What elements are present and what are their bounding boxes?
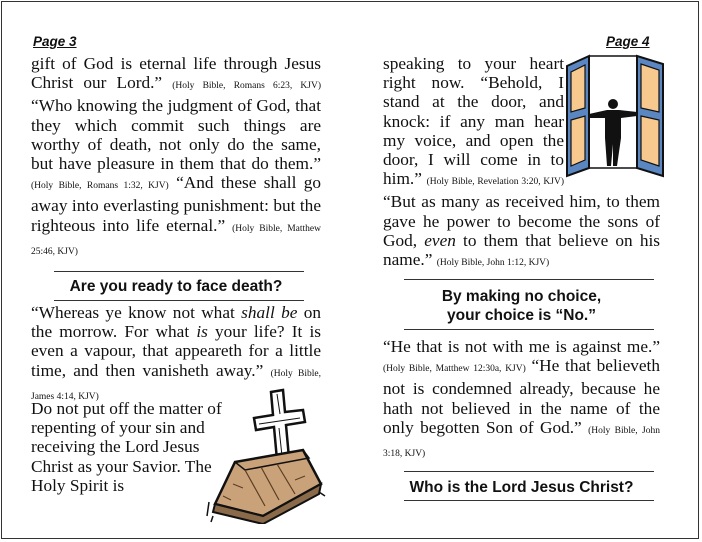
page-3-paragraph-1 xyxy=(31,54,321,262)
page-4-verse-matthew-12-30a: “He that is not with me is against me.” xyxy=(383,337,660,356)
divider xyxy=(54,300,304,301)
page-4-ref-john-1-12: (Holy Bible, John 1:12, KJV) xyxy=(436,258,550,269)
page-3-ref-james-4-14: (Holy Bible, James 4:14, KJV) xyxy=(31,368,321,402)
page-3-label: Page 3 xyxy=(33,34,77,49)
page-4-ref-john-3-18: (Holy Bible, John 3:18, KJV) xyxy=(383,425,660,460)
grave-cross-illustration xyxy=(205,384,327,524)
page-4-ref-matthew-12-30a: (Holy Bible, Matthew 12:30a, KJV) xyxy=(383,364,526,375)
divider xyxy=(404,471,654,472)
page-4-heading-1-line-1: By making no choice, xyxy=(441,288,602,305)
divider xyxy=(54,271,304,272)
cross-icon xyxy=(254,390,305,460)
page-3-ref-romans-6-23: (Holy Bible, Romans 6:23, KJV) xyxy=(172,81,322,92)
page-3-verse-james-4-14-b: on the morrow. For what xyxy=(31,303,321,342)
page-4-heading-2: Who is the Lord Jesus Christ? xyxy=(409,479,634,496)
page-3-verse-romans-1-32: “Who knowing the judgment of God, that they which commit such things are worthy of death, not only do the same, but have pleasure in them that do them.” xyxy=(31,96,321,174)
page-3-verse-em-shall-be: shall be xyxy=(241,303,298,322)
page-3-verse-james-4-14-c: your life? It is even a vapour, that appeareth for a little time, and then vanisheth away.” xyxy=(31,322,321,380)
page-3-ref-romans-1-32: (Holy Bible, Romans 1:32, KJV) xyxy=(31,181,169,192)
divider xyxy=(404,500,654,501)
page-4-heading-1-line-2: your choice is “No.” xyxy=(446,307,596,324)
page-4-ref-revelation-3-20: (Holy Bible, Revelation 3:20, KJV) xyxy=(426,177,564,188)
page-3-paragraph-3: Do not put off the matter of repenting of your sin and receiving the Lord Jesus Christ as your Savior. The Holy Spirit is xyxy=(31,399,222,495)
page-3-verse-matthew-25-46: “And these shall go away into everlasting punishment: but the righteous into life eternal.” xyxy=(31,173,322,235)
grave-mound-icon xyxy=(207,450,325,524)
divider xyxy=(404,329,654,330)
page-4-label: Page 4 xyxy=(606,34,650,49)
page-4-verse-revelation-3-20: speaking to your heart right now. “Behold, I stand at the door, and knock: if any man hear my voice, and open the door, I will come in to him.” xyxy=(383,54,564,189)
page-3-verse-romans-6-23: gift of God is eternal life through Jesus Christ our Lord.” xyxy=(31,54,321,93)
page-4-verse-john-1-12-b: to them that believe on his name.” xyxy=(383,230,660,270)
page-4-verse-john-3-18: “He that believeth not is condemned already, because he hath not believed in the name of the only begotten Son of God.” xyxy=(383,356,660,437)
page-4-verse-em-even: even xyxy=(424,230,456,250)
page-3-heading: Are you ready to face death? xyxy=(69,278,283,295)
divider xyxy=(404,279,654,280)
page-3-verse-james-4-14-a: “Whereas ye know not what xyxy=(31,303,235,322)
page-4-paragraph-1 xyxy=(383,54,660,273)
page-4-verse-john-1-12-a: “But as many as received him, to them gave he power to become the sons of God, xyxy=(383,192,660,250)
page-3-verse-em-is: is xyxy=(196,322,208,342)
page-4-paragraph-2 xyxy=(383,337,660,464)
page-3-ref-matthew-25-46: (Holy Bible, Matthew 25:46, KJV) xyxy=(31,223,321,257)
page-4-heading-1 xyxy=(383,287,660,325)
door-wrap-spacer xyxy=(564,54,660,172)
